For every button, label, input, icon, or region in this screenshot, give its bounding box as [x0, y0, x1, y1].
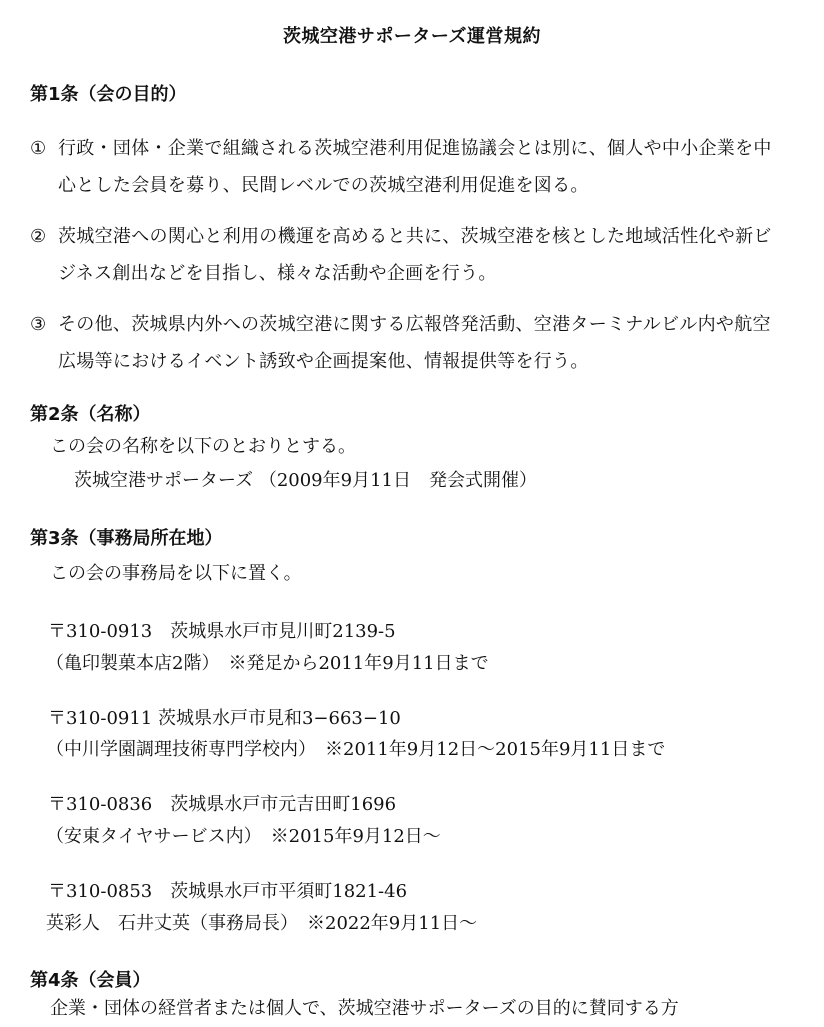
article-3-heading: 第3条（事務局所在地） [30, 528, 223, 549]
address-4-line-1: 〒310-0853 茨城県水戸市平須町1821-46 [48, 881, 408, 902]
article-2-text: この会の名称を以下のとおりとする。 [50, 436, 356, 457]
item-text-line-2: 心とした会員を募り、民間レベルでの茨城空港利用促進を図る。 [58, 175, 589, 196]
address-2-line-1: 〒310-0911 茨城県水戸市見和3−663−10 [48, 708, 401, 729]
item-text-line-1: 行政・団体・企業で組織される茨城空港利用促進協議会とは別に、個人や中小企業を中 [58, 138, 772, 159]
article-4-heading: 第4条（会員） [30, 970, 151, 991]
address-3-line-2: （安東タイヤサービス内） ※2015年9月12日～ [46, 826, 441, 847]
article-1-heading: 第1条（会の目的） [30, 84, 187, 105]
article-2-heading: 第2条（名称） [30, 404, 151, 425]
item-text-line-1: 茨城空港への関心と利用の機運を高めると共に、茨城空港を核とした地域活性化や新ビ [58, 226, 772, 247]
document-title: 茨城空港サポーターズ運営規約 [282, 26, 542, 47]
item-number: ② [30, 226, 47, 247]
article-3-intro: この会の事務局を以下に置く。 [50, 563, 302, 584]
address-2-line-2: （中川学園調理技術専門学校内） ※2011年9月12日～2015年9月11日まで [46, 739, 666, 760]
article-2-name: 茨城空港サポーターズ （2009年9月11日 発会式開催） [74, 470, 537, 491]
item-text-line-1: その他、茨城県内外への茨城空港に関する広報啓発活動、空港ターミナルビル内や航空 [58, 314, 771, 335]
address-3-line-1: 〒310-0836 茨城県水戸市元吉田町1696 [48, 794, 397, 815]
item-number: ③ [30, 314, 47, 335]
address-1-line-2: （亀印製菓本店2階） ※発足から2011年9月11日まで [46, 653, 489, 674]
address-1-line-1: 〒310-0913 茨城県水戸市見川町2139-5 [48, 621, 396, 642]
item-text-line-2: ジネス創出などを目指し、様々な活動や企画を行う。 [58, 263, 497, 284]
item-text-line-2: 広場等におけるイベント誘致や企画提案他、情報提供等を行う。 [58, 351, 589, 372]
article-4-text: 企業・団体の経営者または個人で、茨城空港サポーターズの目的に賛同する方 [50, 998, 679, 1019]
address-4-line-2: 英彩人 石井丈英（事務局長） ※2022年9月11日～ [46, 913, 478, 934]
item-number: ① [30, 138, 47, 159]
